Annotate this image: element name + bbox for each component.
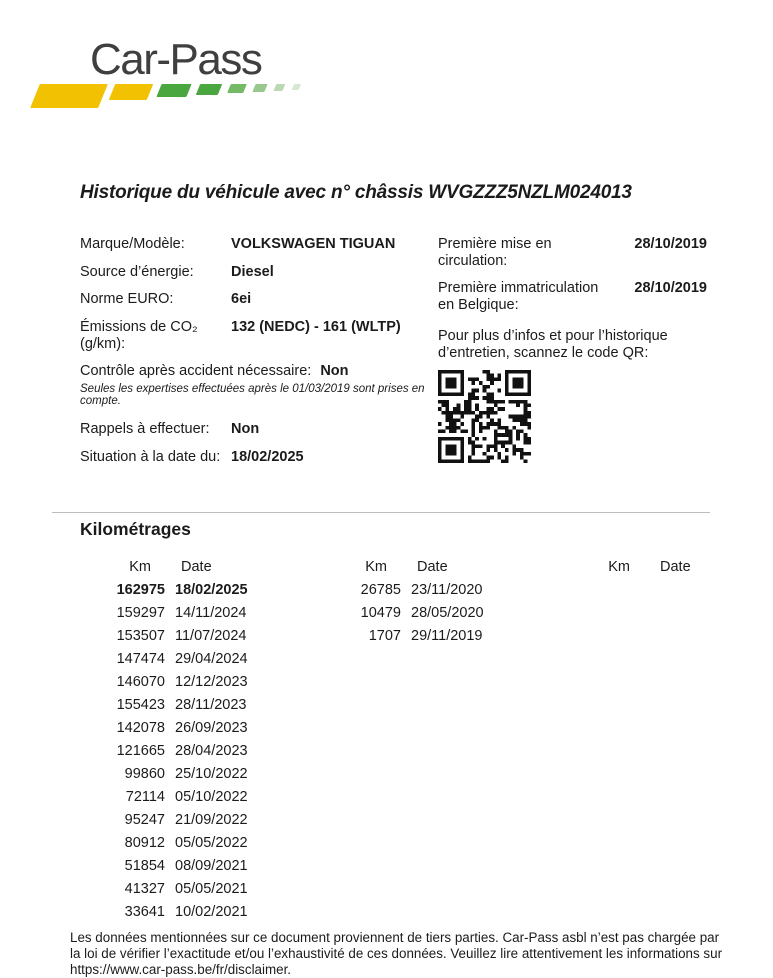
km-value: 95247	[124, 812, 165, 829]
km-value: 33641	[124, 904, 165, 921]
km-value: 72114	[125, 789, 165, 806]
details-right-column	[438, 236, 707, 476]
logo-wordmark: Car-Pass	[90, 35, 262, 84]
date-header: Date	[417, 559, 448, 576]
km-date: 28/11/2023	[175, 697, 247, 714]
detail-value: 6ei	[231, 291, 252, 308]
detail-value: 28/10/2019	[634, 236, 707, 252]
km-date: 11/07/2024	[175, 628, 247, 645]
km-date: 08/09/2021	[175, 858, 248, 875]
chevron-green-6	[292, 84, 301, 90]
car-pass-logo	[80, 34, 707, 108]
document-title: Historique du véhicule avec n° châssis WVGZZZ5NZLM024013	[80, 182, 632, 203]
km-header: Km	[365, 559, 387, 576]
vehicle-details	[80, 236, 707, 476]
km-date: 10/02/2021	[175, 904, 248, 921]
detail-value: 28/10/2019	[634, 280, 707, 297]
km-date: 05/05/2022	[175, 835, 248, 852]
km-value: 26785	[360, 582, 401, 599]
detail-row	[80, 236, 438, 253]
detail-label: Situation à la date du:	[80, 448, 221, 465]
km-value: 51854	[124, 858, 165, 875]
detail-label: Marque/Modèle:	[80, 236, 185, 252]
km-date: 28/05/2020	[411, 605, 484, 622]
km-value: 41327	[124, 881, 165, 898]
accident-check-label: Contrôle après accident nécessaire:	[80, 363, 312, 380]
detail-row	[438, 236, 707, 269]
km-date: 14/11/2024	[175, 605, 247, 622]
details-left-rows	[80, 236, 438, 352]
detail-label: Émissions de CO₂ (g/km):	[80, 319, 198, 352]
accident-check-row	[80, 363, 438, 380]
detail-label: Rappels à effectuer:	[80, 421, 210, 438]
km-column-group-2	[316, 556, 487, 924]
chevron-green-4	[252, 84, 267, 92]
kilometrages-heading: Kilométrages	[80, 519, 191, 540]
km-column-group-3	[559, 556, 730, 924]
chevron-green-3	[227, 84, 247, 93]
km-header: Km	[608, 559, 630, 576]
detail-row	[80, 291, 438, 308]
km-date: 26/09/2023	[175, 720, 248, 737]
km-date: 12/12/2023	[175, 674, 248, 691]
chevron-yellow-2	[109, 84, 153, 100]
detail-label: Source d’énergie:	[80, 263, 194, 280]
details-right-rows	[438, 236, 707, 314]
date-header: Date	[181, 559, 212, 576]
details-left-bottom-rows	[80, 421, 438, 465]
km-value: 99860	[124, 766, 165, 783]
chevron-green-2	[196, 84, 222, 95]
date-header: Date	[660, 559, 691, 576]
km-column-group-1	[80, 556, 251, 924]
km-value: 146070	[116, 674, 165, 691]
logo-chevrons-icon	[35, 84, 707, 108]
km-date: 23/11/2020	[411, 582, 483, 599]
detail-row	[80, 319, 438, 352]
km-value: 153507	[116, 628, 165, 645]
detail-row	[80, 449, 438, 466]
km-value: 162975	[116, 582, 165, 599]
qr-code	[438, 370, 707, 467]
km-value: 121665	[116, 743, 165, 760]
km-date: 29/11/2019	[411, 628, 483, 645]
detail-label: Première mise en circulation:	[438, 236, 552, 269]
km-value: 147474	[116, 651, 165, 668]
km-value: 80912	[124, 835, 165, 852]
detail-row	[80, 421, 438, 438]
detail-value: VOLKSWAGEN TIGUAN	[231, 236, 396, 252]
km-value: 155423	[116, 697, 165, 714]
kilometrages-table	[80, 556, 707, 924]
accident-check-value: Non	[320, 363, 349, 380]
detail-value: Non	[231, 421, 260, 438]
detail-value: Diesel	[231, 263, 274, 280]
km-header: Km	[129, 559, 151, 576]
detail-value: 132 (NEDC) - 161 (WLTP)	[231, 319, 401, 336]
km-value: 10479	[360, 605, 401, 622]
km-date: 28/04/2023	[175, 743, 248, 760]
km-date: 18/02/2025	[175, 582, 248, 599]
qr-code-icon	[438, 370, 531, 463]
km-value: 159297	[116, 605, 165, 622]
chevron-green-5	[274, 84, 286, 91]
km-date: 25/10/2022	[175, 766, 248, 783]
section-divider	[52, 512, 710, 513]
disclaimer-text: Les données mentionnées sur ce document proviennent de tiers parties. Car-Pass asbl n’est pas chargée par la loi de vérifier l’exactitude et/ou l’exhaustivité de ces données. Veuillez lire attentivement les informations sur https://www.car-pass.be/fr/disclaimer.	[70, 930, 723, 977]
km-value: 142078	[116, 720, 165, 737]
detail-label: Première immatriculation en Belgique:	[438, 280, 599, 314]
chevron-yellow-1	[30, 84, 108, 108]
detail-value: 18/02/2025	[231, 448, 304, 465]
accident-check-note: Seules les expertises effectuées après le 01/03/2019 sont prises en compte.	[80, 383, 425, 408]
km-date: 21/09/2022	[175, 812, 248, 829]
detail-row	[80, 264, 438, 281]
km-date: 05/10/2022	[175, 789, 248, 806]
qr-caption: Pour plus d’infos et pour l’historique d’entretien, scannez le code QR:	[438, 327, 668, 362]
chevron-green-1	[156, 84, 191, 97]
km-date: 29/04/2024	[175, 651, 248, 668]
detail-row	[438, 280, 707, 313]
detail-label: Norme EURO:	[80, 291, 174, 308]
km-date: 05/05/2021	[175, 881, 248, 898]
details-left-column	[80, 236, 438, 476]
km-value: 1707	[368, 628, 401, 645]
